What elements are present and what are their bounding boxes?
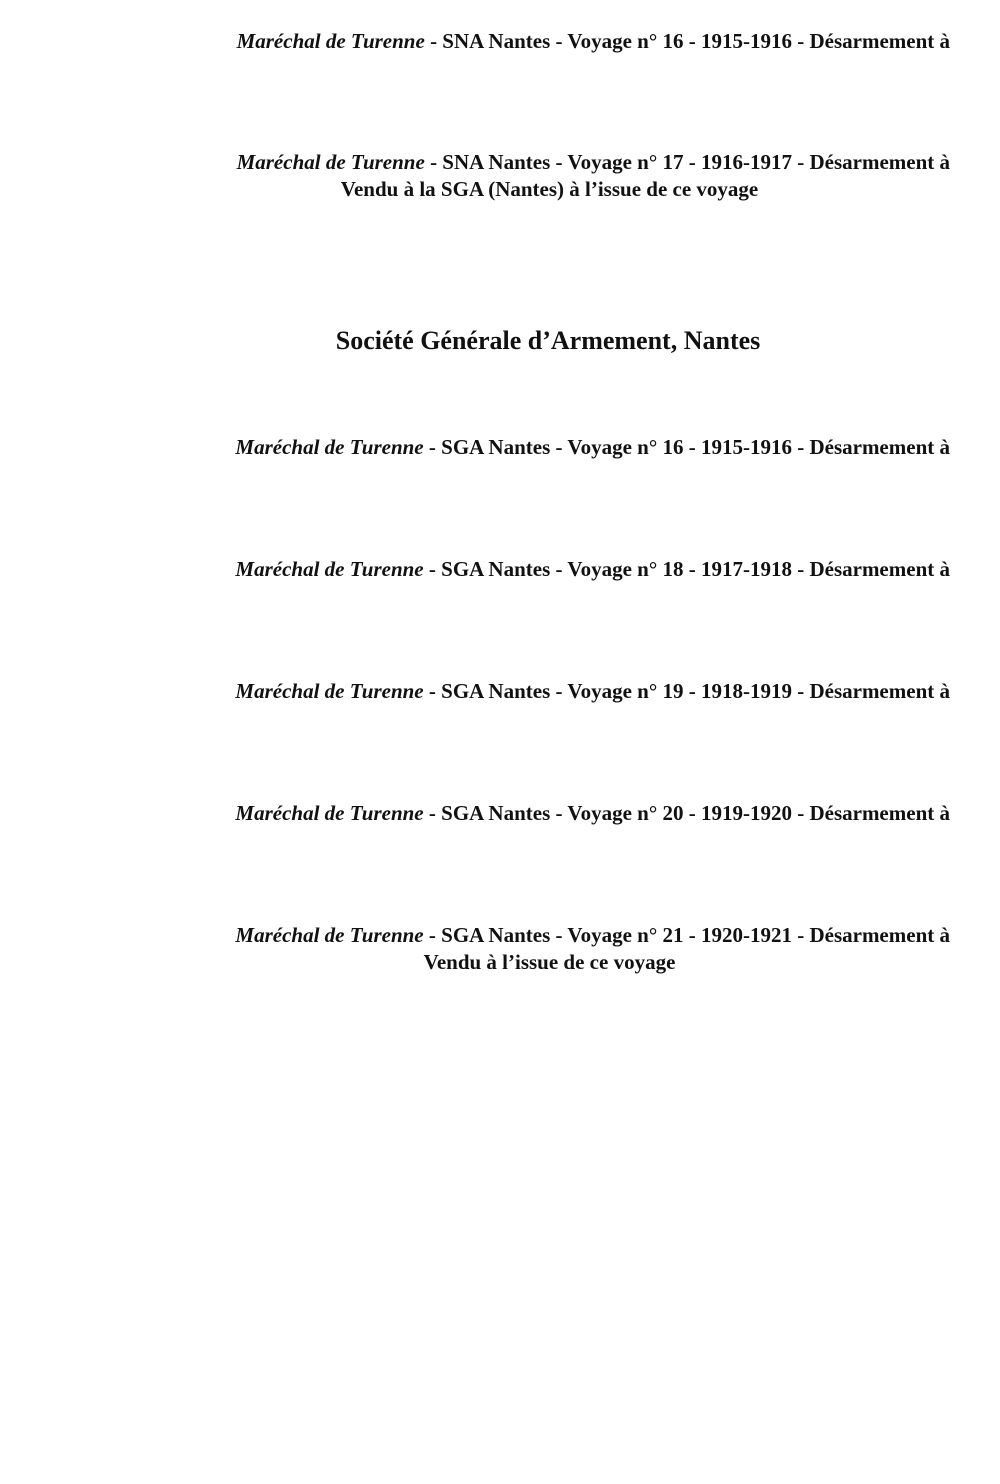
voyage-details: - SNA Nantes - Voyage n° 16 - 1915-1916 - Désarmement à: [424, 29, 950, 53]
voyage-note: Vendu à l’issue de ce voyage: [423, 950, 676, 974]
voyage-details: - SGA Nantes - Voyage n° 18 - 1917-1918 - Désarmement à: [423, 557, 950, 581]
voyage-line: [235, 800, 950, 827]
ship-name: Maréchal de Turenne: [235, 435, 424, 459]
section-heading: Société Générale d’Armement, Nantes: [335, 326, 761, 355]
ship-name: Maréchal de Turenne: [236, 29, 425, 53]
voyage-details: - SNA Nantes - Voyage n° 17 - 1916-1917 - Désarmement à: [424, 150, 950, 174]
voyage-line: [235, 678, 950, 705]
voyage-note: Vendu à la SGA (Nantes) à l’issue de ce voyage: [340, 177, 759, 201]
voyage-details: - SGA Nantes - Voyage n° 16 - 1915-1916 - Désarmement à: [423, 435, 950, 459]
voyage-details: - SGA Nantes - Voyage n° 19 - 1918-1919 - Désarmement à: [423, 679, 950, 703]
voyage-line: [237, 28, 950, 55]
voyage-details: - SGA Nantes - Voyage n° 20 - 1919-1920 - Désarmement à: [423, 801, 950, 825]
voyage-line: [237, 149, 950, 176]
ship-name: Maréchal de Turenne: [235, 801, 424, 825]
ship-name: Maréchal de Turenne: [235, 923, 424, 947]
ship-name: Maréchal de Turenne: [236, 150, 425, 174]
voyage-line: [235, 556, 950, 583]
ship-name: Maréchal de Turenne: [235, 679, 424, 703]
voyage-line: [235, 434, 950, 461]
voyage-details: - SGA Nantes - Voyage n° 21 - 1920-1921 - Désarmement à: [423, 923, 950, 947]
ship-name: Maréchal de Turenne: [235, 557, 424, 581]
voyage-line: [235, 922, 950, 949]
